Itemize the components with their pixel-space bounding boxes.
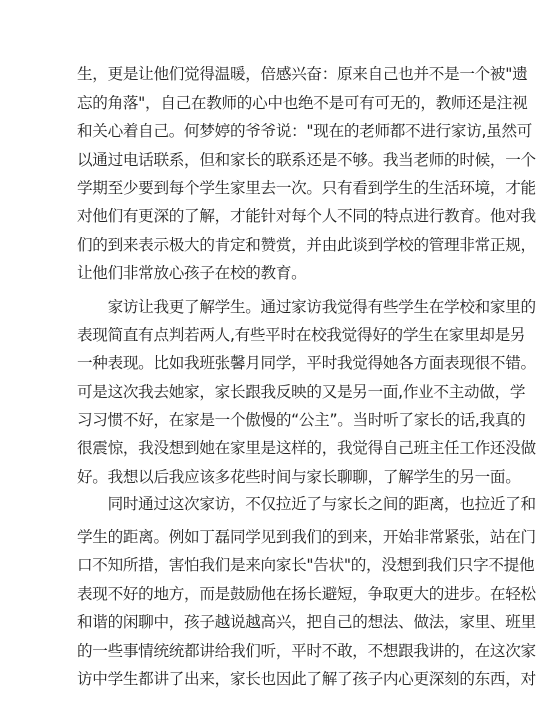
text-line: 访中学生都讲了出来，家长也因此了解了孩子内心更深刻的东西，对 — [77, 670, 536, 688]
text-line: 表现简直有点判若两人,有些平时在校我觉得好的学生在家里却是另 — [77, 326, 526, 344]
text-line: 学生的距离。例如丁磊同学见到我们的到来，开始非常紧张，站在门 — [77, 528, 536, 546]
text-line: 以通过电话联系，但和家长的联系还是不够。我当老师的时候，一个 — [77, 151, 536, 169]
text-line: 和关心着自己。何梦婷的爷爷说："现在的老师都不进行家访,虽然可 — [77, 122, 533, 140]
text-line: 可是这次我去她家，家长跟我反映的又是另一面,作业不主动做，学 — [77, 383, 526, 401]
text-line: 忘的角落"，自己在教师的心中也绝不是可有可无的，教师还是注视 — [77, 94, 528, 112]
text-line: 的一些事情统统都讲给我们听，平时不敢，不想跟我讲的，在这次家 — [77, 642, 536, 660]
text-line: 学期至少要到每个学生家里去一次。只有看到学生的生活环境，才能 — [77, 179, 536, 197]
text-line: 对他们有更深的了解，才能针对每个人不同的特点进行教育。他对我 — [77, 207, 536, 225]
text-line: 一种表现。比如我班张馨月同学，平时我觉得她各方面表现很不错。 — [77, 354, 536, 372]
text-line: 很震惊，我没想到她在家里是这样的，我觉得自己班主任工作还没做 — [77, 439, 536, 457]
text-line: 口不知所措，害怕我们是来向家长"告状"的，没想到我们只字不提他 — [77, 556, 535, 574]
paragraph-start-line: 同时通过这次家访，不仅拉近了与家长之间的距离，也拉近了和 — [77, 495, 536, 513]
text-line: 们的到来表示极大的肯定和赞赏，并由此谈到学校的管理非常正规， — [77, 236, 536, 254]
text-line: 和谐的闲聊中，孩子越说越高兴，把自己的想法、做法，家里、班里 — [77, 613, 536, 631]
text-line: 习习惯不好，在家是一个傲慢的“公主”。当时听了家长的话,我真的 — [77, 411, 526, 429]
text-line: 生，更是让他们觉得温暖，倍感兴奋：原来自己也并不是一个被"遗 — [77, 65, 528, 83]
text-line: 表现不好的地方，而是鼓励他在扬长避短，争取更大的进步。在轻松 — [77, 585, 536, 603]
paragraph-start-line: 家访让我更了解学生。通过家访我觉得有些学生在学校和家里的 — [77, 298, 536, 316]
text-line: 让他们非常放心孩子在校的教育。 — [77, 264, 307, 282]
text-line: 好。我想以后我应该多花些时间与家长聊聊，了解学生的另一面。 — [77, 468, 521, 486]
